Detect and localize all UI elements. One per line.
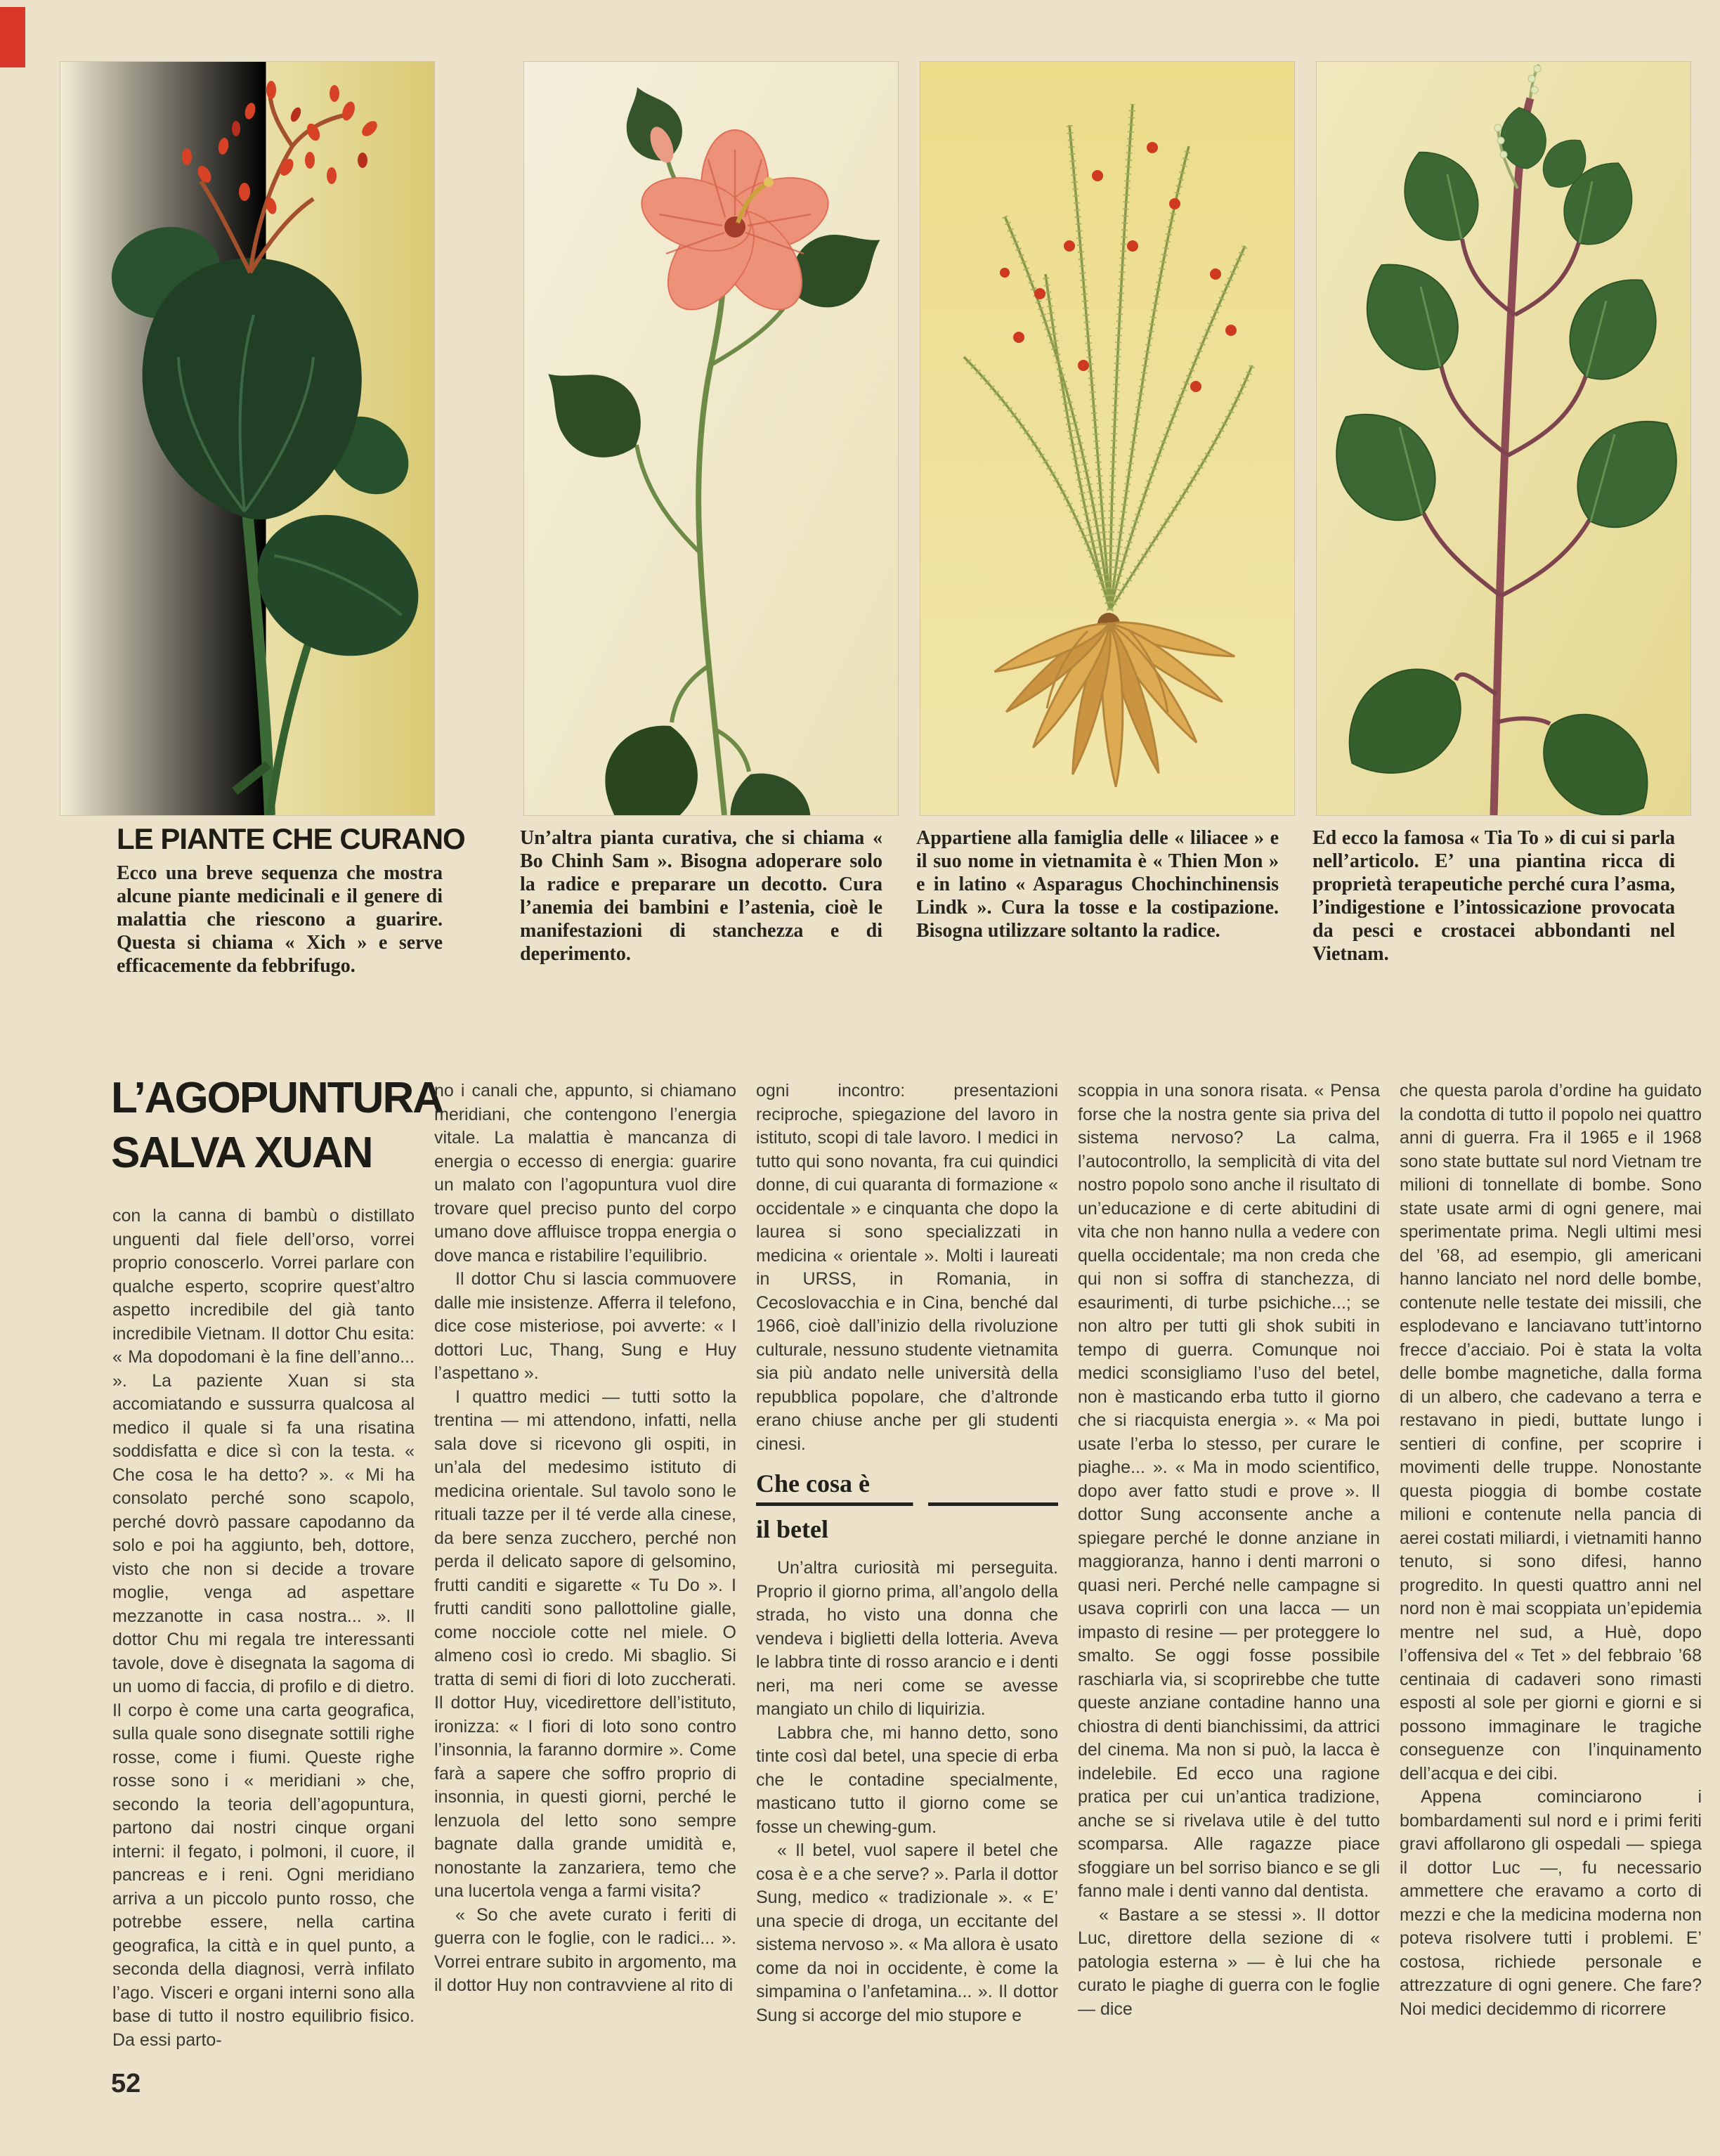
body-column-4 — [1078, 1079, 1380, 2021]
article-title-line1: L’AGOPUNTURA — [111, 1074, 443, 1122]
bo-chinh-sam-plant-illustration — [524, 62, 898, 815]
paragraph: « So che avete curato i feriti di guerra con le foglie, con le radici... ». Vorrei entrare subito in argomento, ma il dottor Huy non contravviene al rito di — [434, 1904, 736, 1995]
paragraph: Il dottor Chu si lascia commuovere dalle mie insistenze. Afferra il telefono, dice cose misteriose, poi avverte: « I dottori Luc, Thang, Sung e Huy l’aspettano ». — [434, 1269, 736, 1383]
section-subheading — [756, 1467, 1058, 1544]
plate-image-bo-chinh-sam — [524, 62, 898, 815]
xich-plant-illustration — [60, 62, 434, 815]
paragraph: Un’altra curiosità mi perseguita. Proprio il giorno prima, all’angolo della strada, ho visto una donna che vendeva i biglietti della lotteria. Aveva le labbra tinte di rosso arancio e i denti neri, ma neri come se avesse mangiato un chilo di liquirizia. — [756, 1558, 1058, 1719]
paragraph: Labbra che, mi hanno detto, sono tinte così dal betel, una specie di erba che le contadine specialmente, masticano tutto il giorno come se fosse un chewing-gum. — [756, 1722, 1058, 1837]
caption-xich: Ecco una breve sequenza che mostra alcune piante medicinali e il genere di malattia che riescono a guarire. Questa si chiama « Xich » e serve efficacemente da febbrifugo. — [117, 862, 443, 977]
body-column-1 — [112, 1204, 415, 2052]
paragraph: che questa parola d’ordine ha guidato la condotta di tutto il popolo nei quattro anni di guerra. Fra il 1965 e il 1968 sono state buttate sul nord Vietnam tre milioni di tonnellate di bombe. Sono state usate armi di ogni genere, mai sperimentate prima. Negli ultimi mesi del ’68, ad esempio, gli americani hanno lanciato nel nord delle bombe, contenute nelle testate dei missili, che esplodevano e lanciavano tutt’intorno frecce d’acciaio. Poi è stata la volta delle bombe magnetiche, dalla forma di un albero, che cadevano a terra e restavano in piedi, buttate lungo i sentieri di confine, per scoprire i movimenti delle truppe. Nonostante questa pioggia di bombe costate milioni e contenute nella pancia di aerei costati miliardi, i vietnamiti hanno tenuto, si sono difesi, hanno progredito. In questi quattro anni nel nord non è mai scoppiata un’epidemia mentre nel sud, a Huè, dopo l’offensiva del « Tet » del febbraio ’68 centinaia di cadaveri sono rimasti esposti al sole per giorni e giorni e si possono immaginare le tragiche conseguenze con l’inquinamento dell’acqua e dei cibi. — [1400, 1081, 1702, 1784]
paragraph: no i canali che, appunto, si chiamano meridiani, che contengono l’energia vitale. La malattia è mancanza di energia o eccesso di energia: guarire un malato con l’agopuntura vuol dire trovare quel preciso punto del corpo umano dove affluisce troppa energia o dove manca e ristabilire l’equilibrio. — [434, 1081, 736, 1266]
paragraph: con la canna di bambù o distillato unguenti dal fiele dell’orso, vorrei proprio conoscerlo. Vorrei parlare con qualche esperto, scoprire quest’altro aspetto incredibile del già tanto incredibile Vietnam. Il dottor Chu esita: « Ma dopodomani è la fine dell’anno... ». La paziente Xuan si sta accomiatando e sussurra qualcosa al medico il quale si fa una risatina soddisfatta e dice sì con la testa. « Che cosa le ha detto? ». « Mi ha consolato perché sono scapolo, perché dovrò passare capodanno da solo e poi ha aggiunto, beh, dottore, visto che non si decide a trovare moglie, venga ad aspettare mezzanotte in casa nostra... ». Il dottor Chu mi regala tre interessanti tavole, dove è disegnata la sagoma di un uomo di faccia, di profilo e di dietro. Il corpo è come una carta geografica, sulla quale sono disegnate sottili righe rosse, come i fiumi. Queste righe rosse sono i « meridiani » che, secondo la teoria dell’agopuntura, partono dai nostri cinque organi interni: il fegato, i polmoni, il cuore, il pancreas e i reni. Ogni meridiano arriva a un piccolo punto rosso, che potrebbe essere, nella cartina geografica, la città e in quel punto, a seconda della diagnosi, verrà infilato l’ago. Visceri e organi interni sono alla base di tutto il nostro equilibrio fisico. Da essi parto- — [112, 1206, 415, 2050]
caption-bo-chinh-sam: Un’altra pianta curativa, che si chiama « Bo Chinh Sam ». Bisogna adoperare solo la radice e preparare un decotto. Cura l’anemia dei bambini e l’astenia, cioè le manifestazioni di stanchezza e di deperimento. — [520, 827, 882, 965]
red-corner-mark — [0, 7, 25, 67]
thien-mon-plant-illustration — [920, 62, 1294, 815]
tia-to-plant-illustration — [1317, 62, 1690, 815]
subheading-rule — [756, 1502, 1058, 1506]
subheading-line1: Che cosa è — [756, 1469, 870, 1498]
paragraph: scoppia in una sonora risata. « Pensa forse che la nostra gente sia priva del sistema nervoso? La calma, l’autocontrollo, la semplicità di vita del nostro popolo sono anche il risultato di un’educazione e di certe abitudini di vita che non hanno nulla a vedere con quella occidentale; ma non creda che qui non si soffra di stanchezza, di esaurimenti, di turbe psichiche...; se non altro per tutti gli shok subiti in tempo di guerra. Comunque noi medici sconsigliamo l’uso del betel, non è masticando erba tutto il giorno che si riacquista energia ». « Ma poi usate l’erba lo stesso, per curare le piaghe... ». « Ma in modo scientifico, dopo aver fatto studi e prove ». Il dottor Sung acconsente anche a spiegare perché le donne anziane in maggioranza, hanno i denti marroni o quasi neri. Perché nelle campagne si usava coprirli con una lacca — un impasto di resine — per proteggere lo smalto. Se oggi fosse possibile raschiarla via, si scoprirebbe che tutte queste anziane contadine hanno una chiostra di denti bianchissimi, da attrici del cinema. Ma non si può, la lacca è indelebile. Ed ecco una ragione pratica per cui un’antica tradizione, anche se si rivelava utile è del tutto scomparsa. Alle ragazze piace sfoggiare un bel sorriso bianco e se gli fanno male i denti vanno dal dentista. — [1078, 1081, 1380, 1901]
paragraph: « Il betel, vuol sapere il betel che cosa è e a che serve? ». Parla il dottor Sung, medico « tradizionale ». « E’ una specie di droga, un eccitante del sistema nervoso ». « Ma allora è usato come da noi in occidente, è come la simpamina o l’anfetamina... ». Il dottor Sung si accorge del mio stupore e — [756, 1840, 1058, 2025]
body-column-2 — [434, 1079, 736, 1998]
body-column-3 — [756, 1079, 1058, 2027]
paragraph: « Bastare a se stessi ». Il dottor Luc, direttore della sezione di « patologia esterna » — è lui che ha curato le piaghe di guerra con le foglie — dice — [1078, 1904, 1380, 2019]
caption-thien-mon: Appartiene alla famiglia delle « liliacee » e il suo nome in vietnamita è « Thien Mon » e in latino « Asparagus Chochinchinensis Lindk ». Cura la tosse e la costipazione. Bisogna utilizzare soltanto la radice. — [916, 827, 1279, 942]
plate-image-thien-mon — [920, 62, 1294, 815]
paragraph: ogni incontro: presentazioni reciproche, spiegazione del lavoro in istituto, scopi di tale lavoro. I medici in tutto qui sono novanta, fra cui quindici donne, di cui quaranta di formazione « occidentale » e cinquanta che dopo la laurea si sono specializzati in medicina « orientale ». Molti i laureati in URSS, in Romania, in Cecoslovacchia e in Cina, benché dal 1966, cioè dall’inizio della rivoluzione culturale, nessuno studente vietnamita sia più andato nelle università della repubblica popolare, che d’altronde erano chiuse anche per gli studenti cinesi. — [756, 1081, 1058, 1454]
article-title-line2: SALVA XUAN — [111, 1129, 372, 1177]
caption-tia-to: Ed ecco la famosa « Tia To » di cui si parla nell’articolo. E’ una piantina ricca di proprietà terapeutiche perché cura l’asma, l’indigestione e l’intossicazione provocata da pesci e crostacei abbondanti nel Vietnam. — [1312, 827, 1675, 965]
plates-headline: LE PIANTE CHE CURANO — [117, 822, 465, 855]
body-column-5 — [1400, 1079, 1702, 2021]
plate-image-xich — [60, 62, 434, 815]
plate-image-tia-to — [1317, 62, 1690, 815]
subheading-line2: il betel — [756, 1515, 828, 1543]
page-number: 52 — [111, 2069, 141, 2098]
article-title — [111, 1071, 443, 1181]
paragraph: I quattro medici — tutti sotto la trentina — mi attendono, infatti, nella sala dove si ricevono gli ospiti, in un’ala del medesimo istituto di medicina orientale. Sul tavolo sono le rituali tazze per il té verde alla cinese, da bere senza zucchero, perché non perda il delicato sapore di gelsomino, frutti canditi e sigarette « Tu Do ». I frutti canditi sono pallottoline gialle, come nocciole cotte nel miele. O almeno così io credo. Mi sbaglio. Si tratta di semi di fiori di loto zuccherati. Il dottor Huy, vicedirettore dell’istituto, ironizza: « I fiori di loto sono contro l’insonnia, la faranno dormire ». Come farà a sapere che soffro proprio di insonnia, in questi giorni, perché le lenzuola del letto sono sempre bagnate dalla grande umidità e, nonostante la zanzariera, temo che una lucertola venga a farmi visita? — [434, 1387, 736, 1901]
paragraph: Appena cominciarono i bombardamenti sul nord e i primi feriti gravi affollarono gli ospedali — spiega il dottor Luc —, fu necessario ammettere che eravamo a corto di mezzi e che la medicina moderna non poteva risolvere tutti i problemi. E’ costosa, richiede personale e attrezzature di ogni genere. Che fare? Noi medici decidemmo di ricorrere — [1400, 1787, 1702, 2019]
